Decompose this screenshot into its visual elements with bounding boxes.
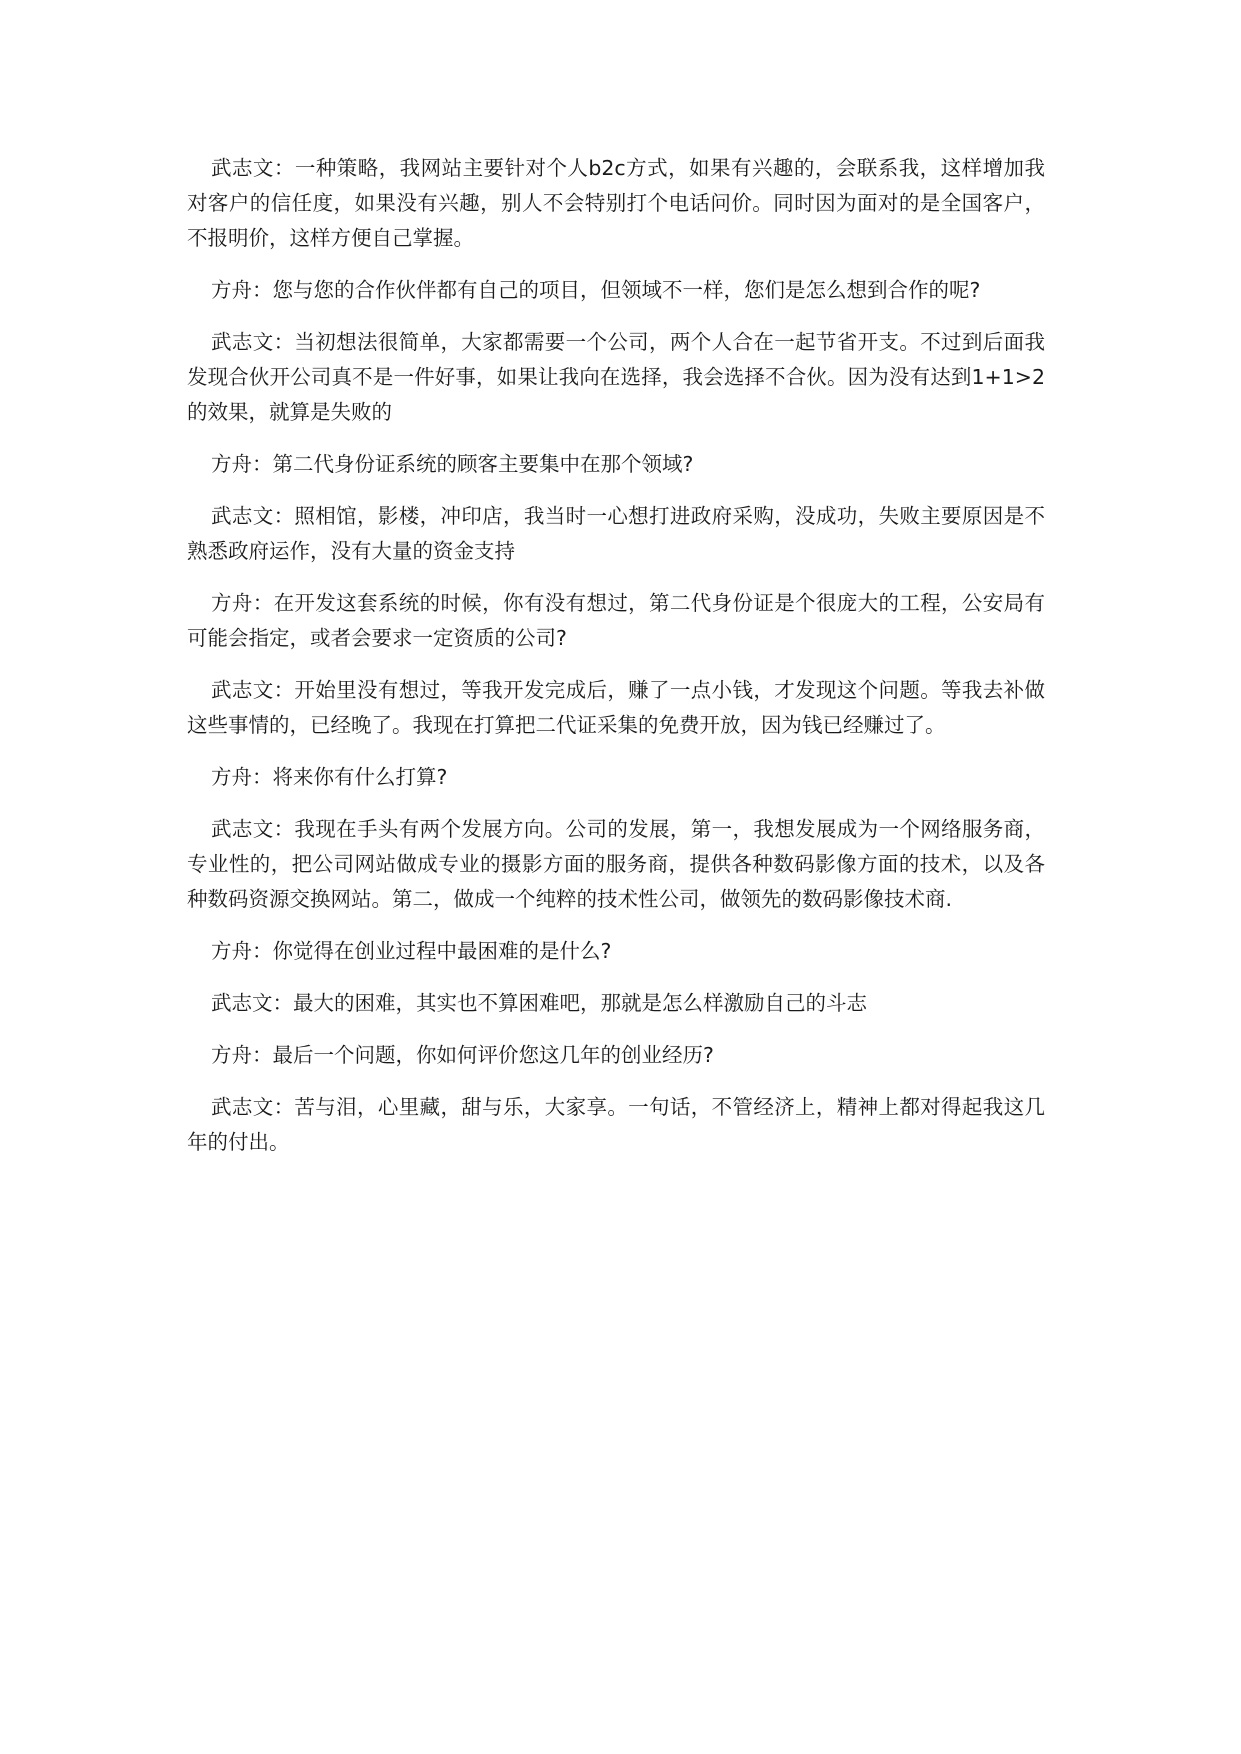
paragraph-answer: 武志文：最大的困难，其实也不算困难吧，那就是怎么样激励自己的斗志	[211, 991, 867, 1015]
paragraph-answer: 武志文：苦与泪，心里藏，甜与乐，大家享。一句话，不管经济上，精神上都对得起我这几年的付出。	[187, 1095, 1045, 1154]
paragraph-answer: 武志文：一种策略，我网站主要针对个人b2c方式，如果有兴趣的，会联系我，这样增加我对客户的信任度，如果没有兴趣，别人不会特别打个电话问价。同时因为面对的是全国客户，不报明价，这样方便自己掌握。	[187, 156, 1045, 250]
paragraph-question: 方舟：您与您的合作伙伴都有自己的项目，但领域不一样，您们是怎么想到合作的呢?	[211, 278, 981, 302]
paragraph-question: 方舟：将来你有什么打算?	[211, 765, 448, 789]
paragraph-answer: 武志文：照相馆，影楼，冲印店，我当时一心想打进政府采购，没成功，失败主要原因是不熟悉政府运作，没有大量的资金支持	[187, 504, 1045, 563]
document-page	[187, 151, 1045, 1177]
paragraph-question: 方舟：最后一个问题，你如何评价您这几年的创业经历?	[211, 1043, 714, 1067]
paragraph-answer: 武志文：当初想法很简单，大家都需要一个公司，两个人合在一起节省开支。不过到后面我发现合伙开公司真不是一件好事，如果让我向在选择，我会选择不合伙。因为没有达到1+1>2的效果，就算是失败的	[187, 330, 1045, 424]
paragraph-question: 方舟：第二代身份证系统的顾客主要集中在那个领域?	[211, 452, 694, 476]
paragraph-question: 方舟：你觉得在创业过程中最困难的是什么?	[211, 939, 612, 963]
paragraph-answer: 武志文：开始里没有想过，等我开发完成后，赚了一点小钱，才发现这个问题。等我去补做这些事情的，已经晚了。我现在打算把二代证采集的免费开放，因为钱已经赚过了。	[187, 678, 1045, 737]
paragraph-answer: 武志文：我现在手头有两个发展方向。公司的发展，第一，我想发展成为一个网络服务商，专业性的，把公司网站做成专业的摄影方面的服务商，提供各种数码影像方面的技术，以及各种数码资源交换网站。第二，做成一个纯粹的技术性公司，做领先的数码影像技术商.	[187, 817, 1045, 911]
paragraph-question: 方舟：在开发这套系统的时候，你有没有想过，第二代身份证是个很庞大的工程，公安局有可能会指定，或者会要求一定资质的公司?	[187, 591, 1045, 650]
